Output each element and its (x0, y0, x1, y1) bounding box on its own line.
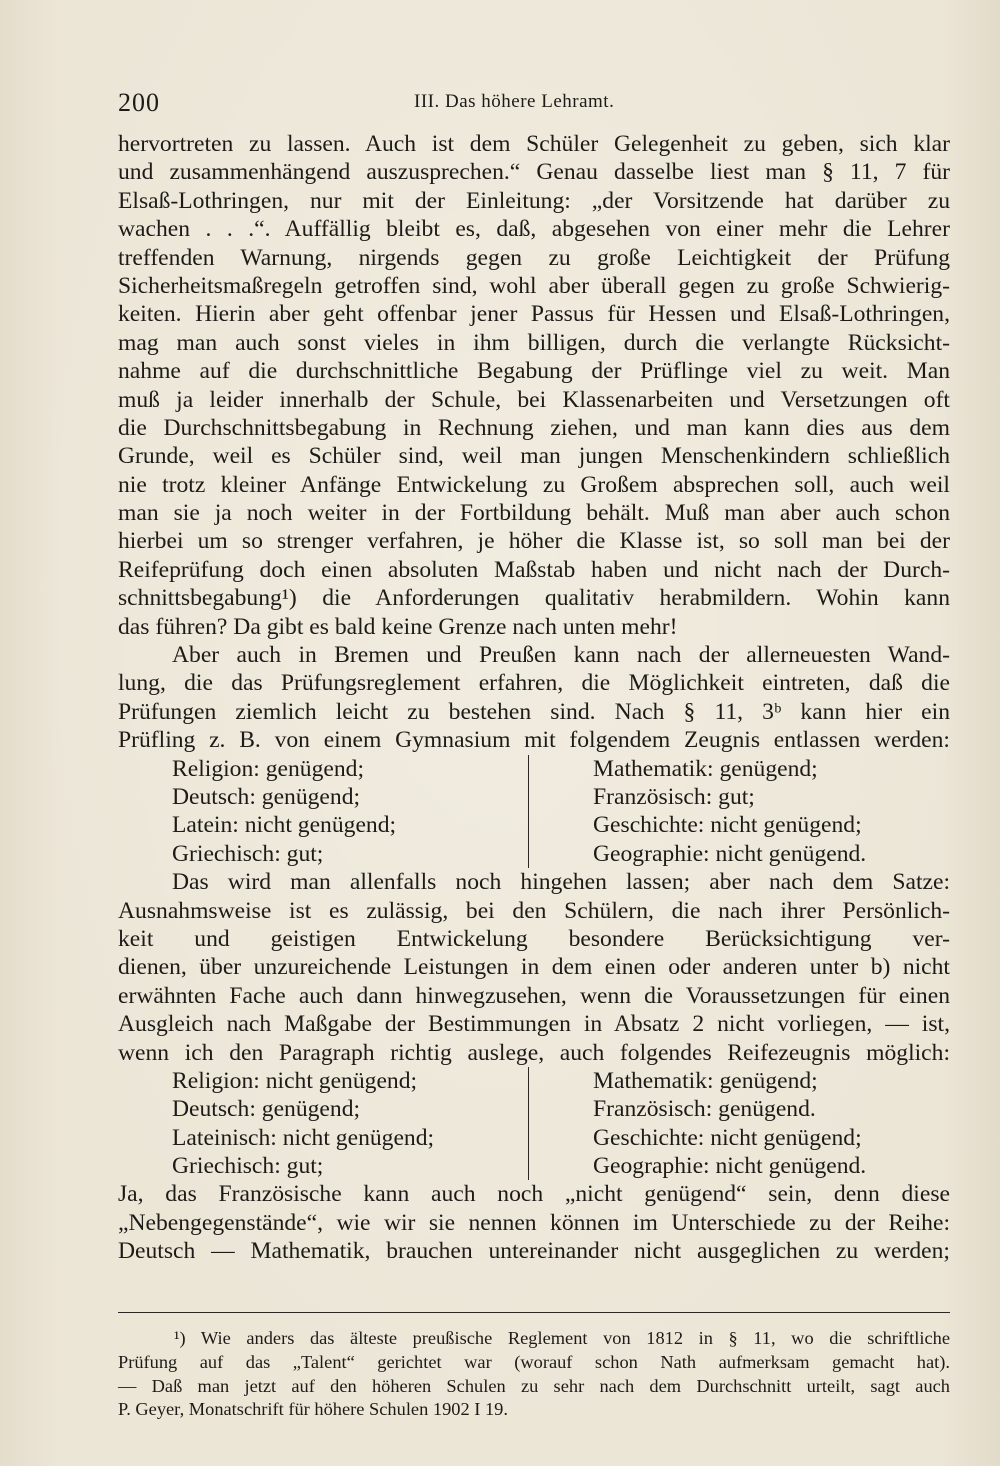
text-line: Prüfling z. B. von einem Gymnasium mit folgendem Zeugnis entlassen werden: (118, 727, 950, 754)
text-line: und zusammenhängend auszusprechen.“ Genau dasselbe liest man § 11, 7 für (118, 159, 950, 186)
footnote-line: — Daß man jetzt auf den höheren Schulen zu sehr nach dem Durchschnitt urteilt, sagt auch (118, 1375, 950, 1396)
grade-entry: Geographie: nicht genügend. (593, 1153, 867, 1180)
paragraph-4 (118, 1180, 950, 1265)
grade-entry: Religion: genügend; (172, 755, 364, 782)
grade-entry: Geschichte: nicht genügend; (593, 812, 862, 839)
paragraph-1 (118, 130, 950, 641)
grade-entry: Deutsch: genügend; (172, 783, 361, 810)
text-line: das führen? Da gibt es bald keine Grenze nach unten mehr! (118, 613, 678, 640)
grade-entry: Französisch: gut; (593, 783, 755, 810)
text-line: Grunde, weil es Schüler sind, weil man jungen Menschenkindern schließlich (118, 443, 950, 470)
grade-entry: Mathematik: genügend; (593, 1067, 818, 1094)
text-line: lung, die das Prüfungsreglement erfahren, die Möglichkeit eintreten, daß die (118, 670, 950, 697)
text-line: Ja, das Französische kann auch noch „nicht genügend“ sein, denn diese (118, 1181, 950, 1208)
text-line: Aber auch in Bremen und Preußen kann nach der allerneuesten Wand- (172, 642, 950, 669)
footnote-section (118, 1312, 950, 1422)
grade-table-2 (118, 1067, 950, 1181)
text-line: muß ja leider innerhalb der Schule, bei Klassenarbeiten und Versetzungen oft (118, 386, 950, 413)
text-line: „Nebengegenstände“, wie wir sie nennen können im Unterschiede zu der Reihe: (118, 1209, 950, 1236)
text-line: man sie ja noch weiter in der Fortbildung behält. Muß man aber auch schon (118, 500, 950, 527)
grade-table-1 (118, 755, 950, 869)
grade-entry: Lateinisch: nicht genügend; (172, 1124, 435, 1151)
main-text (118, 130, 950, 1266)
grade-entry: Geschichte: nicht genügend; (593, 1124, 862, 1151)
text-line: Deutsch — Mathematik, brauchen untereinander nicht ausgeglichen zu werden; (118, 1238, 950, 1265)
running-head: III. Das höhere Lehramt. (414, 91, 615, 112)
text-line: nahme auf die durchschnittliche Begabung der Prüflinge viel zu weit. Man (118, 358, 950, 385)
text-line: mag man auch sonst vieles in ihm billigen, durch die verlangte Rücksicht- (118, 329, 950, 356)
grade-column-left (118, 1067, 529, 1181)
text-line: Reifeprüfung doch einen absoluten Maßstab haben und nicht nach der Durch- (118, 556, 950, 583)
text-line: wachen . . .“. Auffällig bleibt es, daß, abgesehen von einer mehr die Lehrer (118, 216, 950, 243)
text-line: Das wird man allenfalls noch hingehen lassen; aber nach dem Satze: (172, 869, 950, 896)
text-line: erwähnten Fache auch dann hinwegzusehen, wenn die Voraussetzungen für einen (118, 982, 950, 1009)
grade-entry: Geographie: nicht genügend. (593, 840, 867, 867)
footnote-line: Prüfung auf das „Talent“ gerichtet war (worauf schon Nath aufmerksam gemacht hat). (118, 1351, 950, 1372)
grade-entry: Mathematik: genügend; (593, 755, 818, 782)
text-line: hervortreten zu lassen. Auch ist dem Schüler Gelegenheit zu geben, sich klar (118, 131, 950, 157)
text-line: keit und geistigen Entwickelung besondere Berücksichtigung ver- (118, 925, 950, 952)
footnote-line: P. Geyer, Monatschrift für höhere Schulen 1902 I 19. (118, 1399, 508, 1420)
text-line: hierbei um so strenger verfahren, je höher die Klasse ist, so soll man bei der (118, 528, 950, 555)
text-line: wenn ich den Paragraph richtig auslege, auch folgendes Reifezeugnis möglich: (118, 1039, 950, 1066)
text-line: Ausnahmsweise ist es zulässig, bei den Schülern, die nach ihrer Persönlich- (118, 897, 950, 924)
text-line: die Durchschnittsbegabung in Rechnung ziehen, und man kann dies aus dem (118, 414, 950, 441)
grade-column-right (529, 755, 866, 869)
grade-entry: Griechisch: gut; (172, 1153, 324, 1180)
grade-entry: Griechisch: gut; (172, 840, 324, 867)
text-line: nie trotz kleiner Anfänge Entwickelung zu Großem absprechen soll, auch weil (118, 471, 950, 498)
text-line: Prüfungen ziemlich leicht zu bestehen sind. Nach § 11, 3ᵇ kann hier ein (118, 698, 950, 725)
grade-entry: Latein: nicht genügend; (172, 812, 397, 839)
page-header (118, 88, 950, 118)
grade-entry: Religion: nicht genügend; (172, 1067, 418, 1094)
grade-column-right (529, 1067, 866, 1181)
paragraph-3 (118, 868, 950, 1067)
grade-entry: Deutsch: genügend; (172, 1096, 361, 1123)
text-line: Sicherheitsmaßregeln getroffen sind, wohl aber überall gegen zu große Schwierig- (118, 272, 950, 299)
paragraph-2 (118, 641, 950, 755)
page-number: 200 (118, 88, 160, 117)
grade-entry: Französisch: genügend. (593, 1096, 816, 1123)
text-line: schnittsbegabung¹) die Anforderungen qualitativ herabmildern. Wohin kann (118, 585, 950, 612)
footnote-line: ¹) Wie anders das älteste preußische Reglement von 1812 in § 11, wo die schriftliche (174, 1328, 950, 1348)
text-line: Ausgleich nach Maßgabe der Bestimmungen in Absatz 2 nicht vorliegen, — ist, (118, 1011, 950, 1038)
text-line: keiten. Hierin aber geht offenbar jener Passus für Hessen und Elsaß-Lothringen, (118, 301, 950, 328)
text-line: dienen, über unzureichende Leistungen in dem einen oder anderen unter b) nicht (118, 954, 950, 981)
text-line: treffenden Warnung, nirgends gegen zu große Leichtigkeit der Prüfung (118, 244, 950, 271)
text-line: Elsaß-Lothringen, nur mit der Einleitung: „der Vorsitzende hat darüber zu (118, 187, 950, 214)
grade-column-left (118, 755, 529, 869)
